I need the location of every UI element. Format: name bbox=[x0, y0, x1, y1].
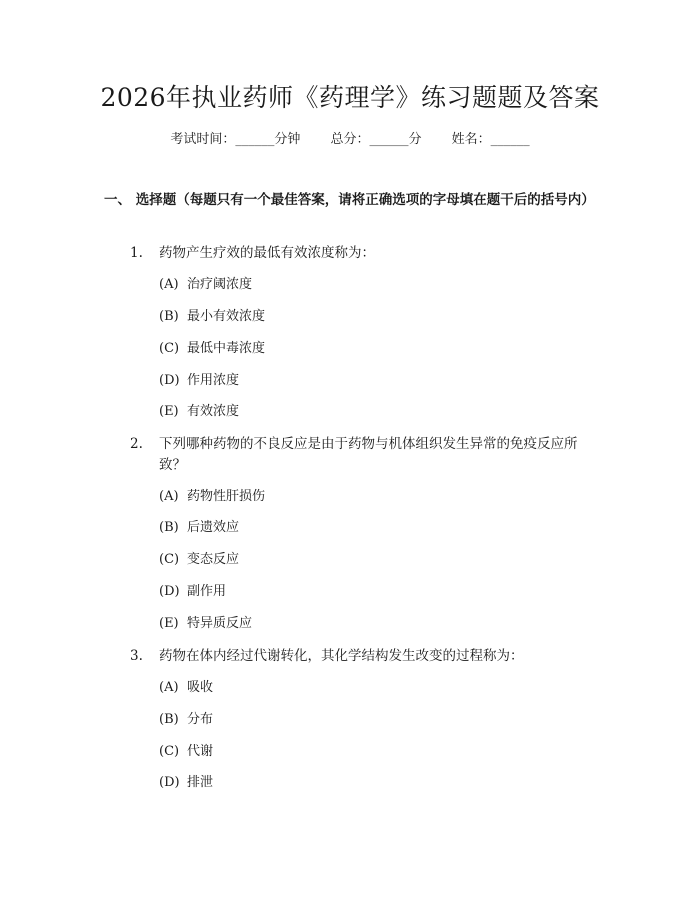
page-title: 2026年执业药师《药理学》练习题题及答案 bbox=[100, 83, 600, 112]
option-letter: (C) bbox=[159, 341, 180, 356]
option-letter: (E) bbox=[159, 616, 179, 631]
total-score-field: 总分：______分 bbox=[330, 132, 422, 147]
option-text: 有效浓度 bbox=[187, 404, 240, 419]
option-2d bbox=[159, 582, 226, 602]
option-text: 吸收 bbox=[187, 680, 214, 695]
question-1 bbox=[130, 243, 590, 264]
option-text: 后遗效应 bbox=[187, 520, 240, 535]
option-letter: (B) bbox=[159, 520, 179, 535]
option-3b bbox=[159, 710, 213, 730]
option-text: 副作用 bbox=[187, 584, 227, 599]
option-1a bbox=[159, 275, 252, 295]
option-2a bbox=[159, 487, 265, 507]
option-text: 药物性肝损伤 bbox=[187, 489, 266, 504]
option-letter: (D) bbox=[159, 775, 180, 790]
option-3d bbox=[159, 773, 213, 793]
option-2e bbox=[159, 614, 252, 634]
exam-time-field: 考试时间：______分钟 bbox=[170, 132, 301, 147]
option-letter: (A) bbox=[159, 489, 179, 504]
option-text: 治疗阈浓度 bbox=[187, 277, 253, 292]
option-letter: (D) bbox=[159, 373, 180, 388]
question-stem: 药物在体内经过代谢转化，其化学结构发生改变的过程称为： bbox=[159, 648, 524, 664]
question-stem: 下列哪种药物的不良反应是由于药物与机体组织发生异常的免疫反应所致？ bbox=[159, 436, 578, 473]
option-letter: (B) bbox=[159, 309, 179, 324]
option-text: 排泄 bbox=[187, 775, 214, 790]
option-text: 作用浓度 bbox=[187, 373, 240, 388]
option-text: 最小有效浓度 bbox=[187, 309, 266, 324]
question-stem: 药物产生疗效的最低有效浓度称为： bbox=[159, 245, 375, 261]
option-text: 变态反应 bbox=[187, 552, 240, 567]
option-3a bbox=[159, 678, 213, 698]
question-3 bbox=[130, 646, 590, 667]
option-2b bbox=[159, 518, 239, 538]
name-field: 姓名：______ bbox=[451, 132, 530, 147]
section-heading: 一、 选择题（每题只有一个最佳答案，请将正确选项的字母填在题干后的括号内） bbox=[104, 192, 595, 208]
question-number: 1. bbox=[130, 245, 143, 261]
option-text: 最低中毒浓度 bbox=[187, 341, 266, 356]
question-2 bbox=[104, 434, 590, 476]
question-number: 2. bbox=[130, 436, 143, 452]
option-letter: (C) bbox=[159, 744, 180, 759]
option-letter: (A) bbox=[159, 680, 179, 695]
option-letter: (B) bbox=[159, 712, 179, 727]
option-text: 特异质反应 bbox=[187, 616, 253, 631]
option-text: 代谢 bbox=[187, 744, 214, 759]
option-1c bbox=[159, 339, 265, 359]
option-1b bbox=[159, 307, 265, 327]
exam-info-line bbox=[0, 130, 700, 150]
option-2c bbox=[159, 550, 239, 570]
option-3c bbox=[159, 742, 213, 762]
option-text: 分布 bbox=[187, 712, 214, 727]
option-letter: (C) bbox=[159, 552, 180, 567]
option-1d bbox=[159, 371, 239, 391]
option-letter: (A) bbox=[159, 277, 179, 292]
option-letter: (D) bbox=[159, 584, 180, 599]
option-letter: (E) bbox=[159, 404, 179, 419]
question-number: 3. bbox=[130, 648, 143, 664]
option-1e bbox=[159, 402, 239, 422]
